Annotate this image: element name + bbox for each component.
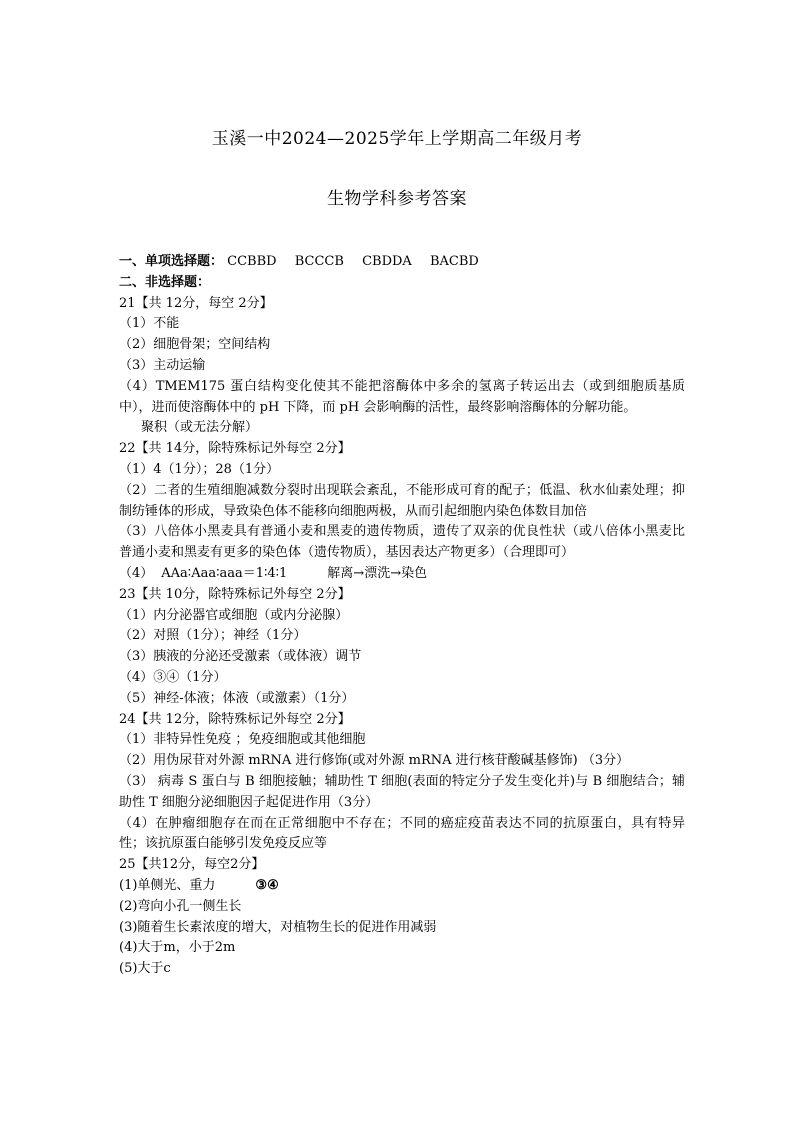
mc-answer-group-4: BACBD	[429, 254, 479, 269]
q25-answer-1	[119, 876, 685, 897]
q25-answer-4: (4)大于m，小于2m	[119, 940, 236, 956]
q23-answer-1: （1）内分泌器官或细胞（或内分泌腺）	[119, 607, 349, 623]
section-2-label: 二、非选择题：	[119, 274, 211, 290]
answer-content	[119, 252, 685, 980]
q23-answer-5: （5）神经-体液；体液（或激素）（1分）	[119, 690, 355, 706]
q25-answer-2: (2)弯向小孔一侧生长	[119, 898, 242, 914]
q23-answer-2: （2）对照（1分）；神经（1分）	[119, 628, 307, 644]
q21-answer-3: （3）主动运输	[119, 357, 206, 373]
mc-answer-group-3: CBDDA	[362, 254, 412, 269]
q25-header: 25【共12分，每空2分】	[119, 857, 265, 873]
section-1-line	[119, 252, 685, 273]
q24-answer-1: （1）非特异性免疫 ；免疫细胞或其他细胞	[119, 732, 366, 748]
q21-answer-1: （1）不能	[119, 316, 180, 332]
q21-answer-4: （4）TMEM175 蛋白结构变化使其不能把溶酶体中多余的氢离子转运出去（或到细胞质基质中），进而使溶酶体中的 pH 下降，而 pH 会影响酶的活性，最终影响溶酶体的分解功能。	[119, 378, 685, 415]
section-1-label: 一、单项选择题：	[119, 254, 224, 269]
q22-header: 22【共 14分，除特殊标记外每空 2分】	[119, 441, 351, 457]
q23-header: 23【共 10分，除特殊标记外每空 2分】	[119, 586, 351, 602]
q22-answer-4-label: （4）	[119, 565, 154, 581]
q22-answer-4	[119, 564, 685, 585]
q21-header: 21【共 12分，每空 2分】	[119, 295, 273, 311]
q24-answer-2: （2）用伪尿苷对外源 mRNA 进行修饰(或对外源 mRNA 进行核苷酸碱基修饰) （3分）	[119, 753, 630, 769]
q24-header: 24【共 12分，除特殊标记外每空 2分】	[119, 711, 351, 727]
q22-answer-2: （2）二者的生殖细胞减数分裂时出现联会紊乱，不能形成可育的配子；低温、秋水仙素处理；抑制纺锤体的形成，导致染色体不能移向细胞两极，从而引起细胞内染色体数目加倍	[119, 482, 685, 519]
document-subtitle: 生物学科参考答案	[327, 189, 467, 209]
q22-answer-1: （1）4（1分）；28（1分）	[119, 461, 280, 477]
q24-answer-4: （4）在肿瘤细胞存在而在正常细胞中不存在；不同的癌症疫苗表达不同的抗原蛋白，具有特异性；该抗原蛋白能够引发免疫反应等	[119, 815, 685, 852]
q25-answer-1-mark: ③④	[255, 877, 279, 893]
q25-answer-3: (3)随着生长素浓度的增大，对植物生长的促进作用减弱	[119, 919, 437, 935]
mc-answer-group-2: BCCCB	[294, 254, 344, 269]
q21-answer-4b: 聚积（或无法分解）	[141, 420, 259, 436]
q23-answer-3: （3）胰液的分泌还受激素（或体液）调节	[119, 649, 362, 665]
mc-answer-group-1: CCBBD	[227, 254, 277, 269]
q22-answer-4-steps: 解离→漂洗→染色	[327, 565, 428, 581]
q25-answer-1-text: (1)单侧光、重力	[119, 877, 216, 893]
q22-answer-3: （3）八倍体小黑麦具有普通小麦和黑麦的遗传物质，遗传了双亲的优良性状（或八倍体小黑麦比普通小麦和黑麦有更多的染色体（遗传物质），基因表达产物更多）（合理即可）	[119, 524, 685, 561]
q22-answer-4-ratio: AAa∶Aaa∶aaa＝1∶4∶1	[161, 565, 288, 581]
q21-answer-2: （2）细胞骨架；空间结构	[119, 337, 271, 353]
q23-answer-4: （4）③④（1分）	[119, 669, 227, 685]
q24-answer-3: （3） 病毒 S 蛋白与 B 细胞接触；辅助性 T 细胞(表面的特定分子发生变化并)与 B 细胞结合；辅助性 T 细胞分泌细胞因子起促进作用（3分）	[119, 773, 685, 810]
document-title: 玉溪一中2024—2025学年上学期高二年级月考	[211, 129, 583, 149]
q25-answer-5: (5)大于c	[119, 961, 171, 977]
